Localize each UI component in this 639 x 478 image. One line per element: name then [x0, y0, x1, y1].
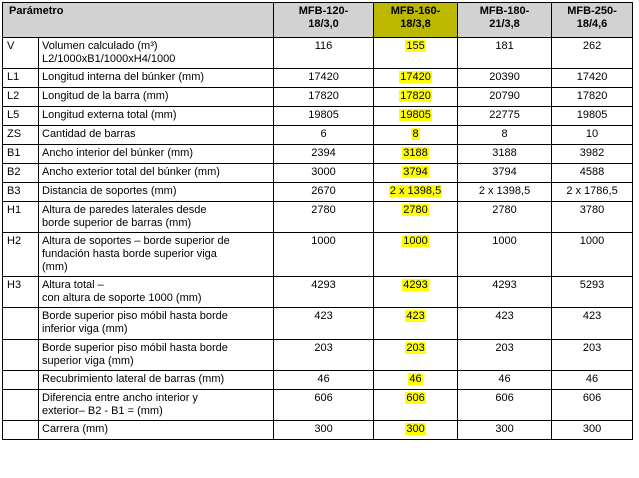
row-value-model-4 [552, 390, 633, 421]
highlighted-value: 3794 [403, 166, 428, 178]
row-value-model-4 [552, 107, 633, 126]
value-text: 1000 [579, 235, 605, 247]
row-description [39, 340, 274, 371]
row-description [39, 371, 274, 390]
row-description-line: Cantidad de barras [42, 128, 136, 140]
row-description-line: Borde superior piso móbil hasta borde [42, 310, 228, 322]
row-value-model-3 [458, 126, 552, 145]
row-description [39, 202, 274, 233]
row-value-model-4 [552, 371, 633, 390]
value-text: 2 x 1398,5 [478, 185, 531, 197]
value-text: 46 [585, 373, 599, 385]
value-text: 606 [495, 392, 514, 404]
table-row [3, 340, 633, 371]
row-description-line: Longitud externa total (mm) [42, 109, 177, 121]
value-text: 20390 [489, 71, 520, 83]
row-description-line: Altura de soportes – borde superior de [42, 235, 230, 247]
row-description-line: con altura de soporte 1000 (mm) [42, 292, 202, 304]
table-row [3, 233, 633, 277]
header-model-2-line1: MFB-160- [390, 5, 441, 17]
highlighted-value: 17820 [400, 90, 431, 102]
value-text: 423 [582, 310, 602, 322]
table-header-row [3, 3, 633, 38]
row-symbol [3, 371, 39, 390]
row-symbol: B2 [3, 164, 39, 183]
table-row [3, 390, 633, 421]
row-description-line: Carrera (mm) [42, 423, 108, 435]
row-value-model-2 [374, 107, 458, 126]
table-body [3, 38, 633, 440]
row-value-model-4 [552, 233, 633, 277]
row-value-model-3 [458, 277, 552, 308]
row-value-model-2 [374, 390, 458, 421]
row-description [39, 233, 274, 277]
row-description-line: Ancho interior del búnker (mm) [42, 147, 194, 159]
value-text: 2670 [311, 185, 336, 197]
row-value-model-3 [458, 421, 552, 440]
row-value-model-2 [374, 277, 458, 308]
row-symbol: L2 [3, 88, 39, 107]
value-text: 46 [498, 373, 511, 385]
value-text: 203 [495, 342, 514, 354]
row-value-model-3 [458, 308, 552, 340]
value-text: 17820 [576, 90, 608, 102]
row-value-model-4 [552, 88, 633, 107]
table-row [3, 277, 633, 308]
table-row [3, 38, 633, 69]
row-value-model-2 [374, 69, 458, 88]
row-description [39, 126, 274, 145]
row-value-model-2 [374, 421, 458, 440]
row-description-line: Ancho exterior total del búnker (mm) [42, 166, 220, 178]
row-value-model-2 [374, 126, 458, 145]
highlighted-value: 17420 [400, 71, 431, 83]
row-description [39, 308, 274, 340]
row-value-model-3 [458, 69, 552, 88]
row-value-model-2 [374, 202, 458, 233]
row-value-model-2 [374, 164, 458, 183]
row-description-line: Recubrimiento lateral de barras (mm) [42, 373, 225, 385]
row-value-model-4 [552, 308, 633, 340]
row-value-model-3 [458, 202, 552, 233]
row-value-model-1 [274, 69, 374, 88]
value-text: 3982 [579, 147, 605, 159]
header-model-1-line1: MFB-120- [298, 5, 349, 17]
row-symbol: V [3, 38, 39, 69]
row-description [39, 277, 274, 308]
row-description [39, 145, 274, 164]
header-model-3-line1: MFB-180- [479, 5, 530, 17]
row-symbol: B3 [3, 183, 39, 202]
header-model-2 [374, 3, 458, 38]
row-value-model-4 [552, 277, 633, 308]
highlighted-value: 606 [406, 392, 425, 404]
row-value-model-3 [458, 164, 552, 183]
row-description-line: Longitud interna del búnker (mm) [42, 71, 205, 83]
row-description-line: Volumen calculado (m³) [42, 40, 158, 52]
row-value-model-1 [274, 126, 374, 145]
row-value-model-1 [274, 183, 374, 202]
row-value-model-1 [274, 145, 374, 164]
header-model-4 [552, 3, 633, 38]
row-description [39, 390, 274, 421]
value-text: 1000 [311, 235, 336, 247]
value-text: 2 x 1786,5 [566, 185, 618, 197]
row-description-line: Longitud de la barra (mm) [42, 90, 169, 102]
row-description-line: L2/1000xB1/1000xH4/1000 [42, 53, 176, 65]
table-row [3, 183, 633, 202]
spec-table-container [2, 2, 633, 440]
highlighted-value: 203 [406, 342, 425, 354]
value-text: 262 [582, 40, 602, 52]
row-symbol [3, 308, 39, 340]
row-value-model-4 [552, 145, 633, 164]
highlighted-value: 1000 [403, 235, 428, 247]
row-symbol [3, 390, 39, 421]
value-text: 300 [314, 423, 333, 435]
row-value-model-3 [458, 88, 552, 107]
header-model-3-line2: 21/3,8 [489, 18, 520, 30]
value-text: 606 [582, 392, 602, 404]
row-value-model-3 [458, 340, 552, 371]
value-text: 20790 [489, 90, 520, 102]
row-description [39, 88, 274, 107]
row-value-model-1 [274, 277, 374, 308]
row-description-line: Altura total – [42, 279, 104, 291]
table-row [3, 88, 633, 107]
value-text: 300 [495, 423, 514, 435]
value-text: 17820 [308, 90, 339, 102]
value-text: 17420 [308, 71, 339, 83]
value-text: 4588 [579, 166, 605, 178]
value-text: 1000 [492, 235, 517, 247]
row-value-model-4 [552, 126, 633, 145]
value-text: 181 [495, 40, 514, 52]
spec-table [2, 2, 633, 440]
row-description-line: Borde superior piso móbil hasta borde [42, 342, 228, 354]
row-value-model-4 [552, 38, 633, 69]
highlighted-value: 4293 [403, 279, 428, 291]
row-value-model-3 [458, 38, 552, 69]
row-value-model-1 [274, 421, 374, 440]
row-value-model-1 [274, 202, 374, 233]
value-text: 10 [585, 128, 599, 140]
row-symbol [3, 421, 39, 440]
row-description [39, 421, 274, 440]
value-text: 5293 [579, 279, 605, 291]
row-description [39, 183, 274, 202]
table-row [3, 421, 633, 440]
highlighted-value: 3188 [403, 147, 428, 159]
row-value-model-3 [458, 390, 552, 421]
row-value-model-1 [274, 390, 374, 421]
row-value-model-2 [374, 38, 458, 69]
value-text: 3188 [492, 147, 517, 159]
highlighted-value: 300 [406, 423, 425, 435]
row-value-model-4 [552, 202, 633, 233]
header-model-3 [458, 3, 552, 38]
value-text: 203 [314, 342, 333, 354]
row-value-model-1 [274, 371, 374, 390]
row-value-model-1 [274, 88, 374, 107]
header-model-4-line1: MFB-250- [567, 5, 617, 17]
row-value-model-2 [374, 183, 458, 202]
value-text: 2780 [492, 204, 517, 216]
highlighted-value: 423 [406, 310, 425, 322]
row-description-line: superior viga (mm) [42, 355, 134, 367]
value-text: 8 [501, 128, 508, 140]
row-description [39, 69, 274, 88]
row-value-model-3 [458, 371, 552, 390]
table-row [3, 202, 633, 233]
row-symbol: ZS [3, 126, 39, 145]
row-value-model-2 [374, 308, 458, 340]
row-value-model-2 [374, 145, 458, 164]
highlighted-value: 2780 [403, 204, 428, 216]
value-text: 19805 [308, 109, 339, 121]
row-description-line: Altura de paredes laterales desde [42, 204, 207, 216]
row-description-line: exterior– B2 - B1 = (mm) [42, 405, 163, 417]
value-text: 17420 [576, 71, 608, 83]
row-value-model-2 [374, 88, 458, 107]
row-description-line: Distancia de soportes (mm) [42, 185, 177, 197]
row-value-model-2 [374, 340, 458, 371]
value-text: 4293 [492, 279, 517, 291]
row-description [39, 164, 274, 183]
row-symbol: H2 [3, 233, 39, 277]
row-value-model-2 [374, 371, 458, 390]
value-text: 46 [317, 373, 330, 385]
table-row [3, 145, 633, 164]
row-value-model-4 [552, 340, 633, 371]
row-symbol [3, 340, 39, 371]
row-value-model-1 [274, 164, 374, 183]
row-value-model-1 [274, 38, 374, 69]
value-text: 3780 [579, 204, 605, 216]
row-symbol: L5 [3, 107, 39, 126]
table-row [3, 371, 633, 390]
table-row [3, 308, 633, 340]
value-text: 19805 [576, 109, 608, 121]
row-description-line: fundación hasta borde superior viga [42, 248, 217, 260]
row-value-model-4 [552, 421, 633, 440]
value-text: 606 [314, 392, 333, 404]
value-text: 6 [320, 128, 327, 140]
table-row [3, 107, 633, 126]
value-text: 22775 [489, 109, 520, 121]
row-value-model-3 [458, 233, 552, 277]
row-value-model-3 [458, 145, 552, 164]
header-model-4-line2: 18/4,6 [576, 18, 608, 30]
table-row [3, 164, 633, 183]
row-value-model-3 [458, 107, 552, 126]
row-value-model-4 [552, 183, 633, 202]
highlighted-value: 155 [406, 40, 425, 52]
row-value-model-2 [374, 233, 458, 277]
row-value-model-4 [552, 69, 633, 88]
row-value-model-1 [274, 340, 374, 371]
row-symbol: L1 [3, 69, 39, 88]
highlighted-value: 46 [409, 373, 422, 385]
value-text: 2780 [311, 204, 336, 216]
row-value-model-3 [458, 183, 552, 202]
value-text: 4293 [311, 279, 336, 291]
highlighted-value: 19805 [400, 109, 431, 121]
value-text: 3794 [492, 166, 517, 178]
row-description [39, 38, 274, 69]
value-text: 423 [314, 310, 333, 322]
row-description-line: borde superior de barras (mm) [42, 217, 192, 229]
table-row [3, 69, 633, 88]
value-text: 116 [314, 40, 333, 52]
row-description-line: Diferencia entre ancho interior y [42, 392, 198, 404]
row-symbol: B1 [3, 145, 39, 164]
value-text: 2394 [311, 147, 336, 159]
highlighted-value: 8 [412, 128, 419, 140]
row-description-line: inferior viga (mm) [42, 323, 128, 335]
header-model-2-line2: 18/3,8 [400, 18, 431, 30]
table-row [3, 126, 633, 145]
highlighted-value: 2 x 1398,5 [389, 185, 442, 197]
row-symbol: H3 [3, 277, 39, 308]
row-description [39, 107, 274, 126]
row-symbol: H1 [3, 202, 39, 233]
row-value-model-4 [552, 164, 633, 183]
row-value-model-1 [274, 107, 374, 126]
header-model-1 [274, 3, 374, 38]
row-value-model-1 [274, 233, 374, 277]
value-text: 423 [495, 310, 514, 322]
value-text: 3000 [311, 166, 336, 178]
header-parametro: Parámetro [3, 3, 274, 38]
value-text: 300 [582, 423, 602, 435]
row-value-model-1 [274, 308, 374, 340]
value-text: 203 [582, 342, 602, 354]
row-description-line: (mm) [42, 261, 68, 273]
header-model-1-line2: 18/3,0 [308, 18, 339, 30]
